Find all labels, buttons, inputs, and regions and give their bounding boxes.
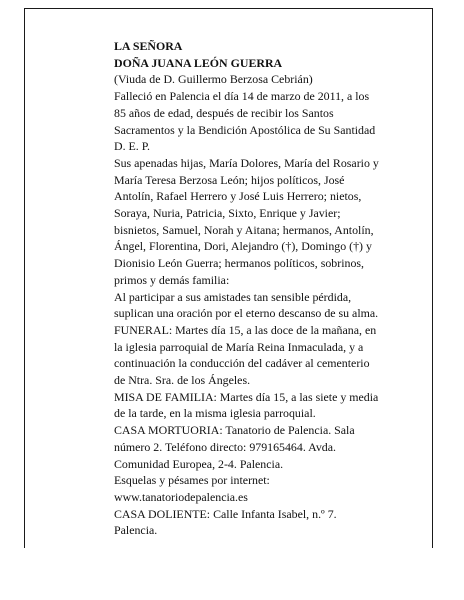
funeral-home-line: CASA MORTUORIA: Tanatorio de Palencia. Sala	[114, 423, 355, 438]
death-announcement-line: Falleció en Palencia el día 14 de marzo de 2011, a los	[114, 89, 370, 104]
funeral-home-line: Comunidad Europea, 2-4. Palencia.	[114, 456, 284, 471]
family-line: Antolín, Rafael Herrero y José Luis Herrero; nietos,	[114, 189, 362, 204]
notice-heading-title: LA SEÑORA	[114, 39, 183, 53]
request-line: Al participar a sus amistades tan sensible pérdida,	[114, 289, 352, 304]
death-announcement-line: D. E. P.	[114, 139, 151, 154]
family-line: bisnietos, Samuel, Norah y Aitana; hermanos, Antolín,	[114, 222, 374, 237]
family-line: Sus apenadas hijas, María Dolores, María del Rosario y	[114, 155, 379, 170]
family-line: María Teresa Berzosa León; hijos políticos, José	[114, 172, 345, 187]
funeral-line: FUNERAL: Martes día 15, a las doce de la mañana, en	[114, 322, 377, 337]
family-line: Ángel, Florentina, Dori, Alejandro (†), Domingo (†) y	[114, 239, 372, 254]
death-announcement-line: Sacramentos y la Bendición Apostólica de Su Santidad	[114, 122, 376, 137]
obituary-notice	[114, 38, 426, 539]
mass-line: de la tarde, en la misma iglesia parroquial.	[114, 406, 316, 421]
funeral-line: continuación la conducción del cadáver al cementerio	[114, 356, 370, 371]
death-announcement-line: 85 años de edad, después de recibir los Santos	[114, 105, 334, 120]
mass-line: MISA DE FAMILIA: Martes día 15, a las siete y media	[114, 389, 379, 404]
family-line: Soraya, Nuria, Patricia, Sixto, Enrique y Javier;	[114, 206, 341, 221]
notice-deceased-name: DOÑA JUANA LEÓN GUERRA	[114, 55, 283, 70]
request-line: suplican una oración por el eterno descanso de su alma.	[114, 306, 379, 321]
funeral-line: la iglesia parroquial de María Reina Inmaculada, y a	[114, 339, 364, 354]
family-home-line: CASA DOLIENTE: Calle Infanta Isabel, n.º 7.	[114, 506, 337, 521]
family-line: Dionisio León Guerra; hermanos políticos, sobrinos,	[114, 256, 364, 271]
funeral-home-line: número 2. Teléfono directo: 979165464. Avda.	[114, 439, 336, 454]
family-home-line: Palencia.	[114, 523, 158, 538]
notice-widow-of: (Viuda de D. Guillermo Berzosa Cebrián)	[114, 72, 313, 87]
condolences-url: www.tanatoriodepalencia.es	[114, 489, 248, 504]
family-line: primos y demás familia:	[114, 272, 230, 287]
funeral-line: de Ntra. Sra. de los Ángeles.	[114, 373, 251, 388]
condolences-line: Esquelas y pésames por internet:	[114, 473, 270, 488]
